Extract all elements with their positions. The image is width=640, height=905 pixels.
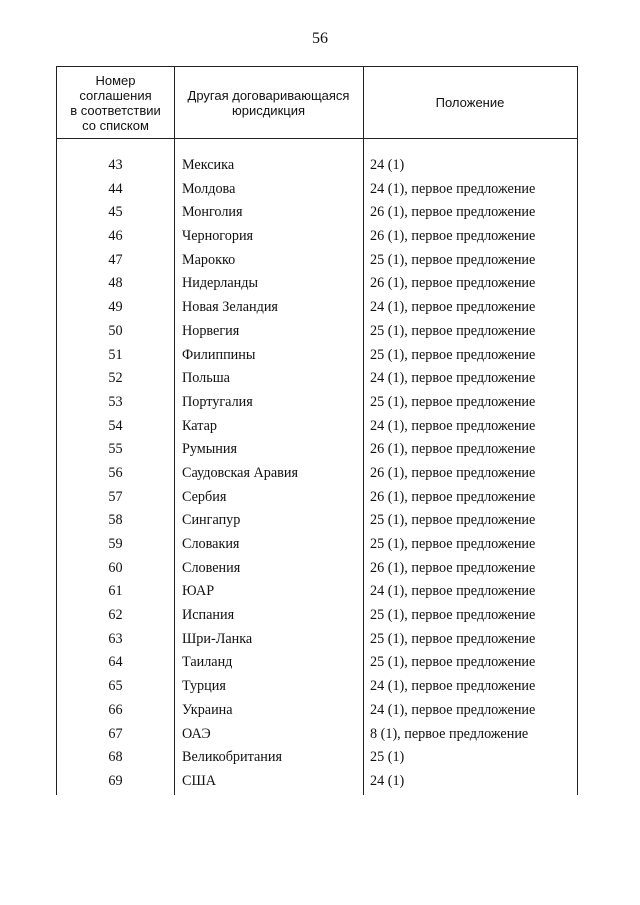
agreement-number-cell: 55 — [108, 441, 123, 458]
agreement-number-cell: 49 — [108, 299, 123, 316]
agreement-number-cell: 46 — [108, 228, 123, 245]
agreement-number-cell: 66 — [108, 701, 123, 718]
agreement-number-cell: 48 — [108, 275, 123, 292]
agreement-number-cell: 65 — [108, 678, 123, 695]
jurisdiction-cell: Испания — [182, 607, 235, 624]
provision-cell: 25 (1), первое предложение — [370, 512, 536, 529]
provision-cell: 24 (1), первое предложение — [370, 370, 536, 387]
jurisdiction-cell: Португалия — [182, 393, 253, 410]
jurisdiction-cell: Сербия — [182, 488, 227, 505]
agreement-number-cell: 53 — [108, 393, 123, 410]
provision-cell: 25 (1), первое предложение — [370, 630, 536, 647]
provision-cell: 24 (1), первое предложение — [370, 701, 536, 718]
agreement-number-cell: 45 — [108, 204, 123, 221]
table-row — [57, 746, 577, 770]
jurisdiction-cell: Катар — [182, 417, 217, 434]
jurisdiction-cell: Марокко — [182, 251, 236, 268]
agreement-number-cell: 63 — [108, 630, 123, 647]
table-row — [57, 154, 577, 178]
table-row — [57, 225, 577, 249]
table-row — [57, 249, 577, 273]
jurisdiction-cell: Нидерланды — [182, 275, 258, 292]
table-row — [57, 770, 577, 794]
table-row — [57, 391, 577, 415]
agreements-table — [56, 66, 578, 795]
jurisdiction-cell: Таиланд — [182, 654, 233, 671]
header-jurisdiction — [174, 67, 363, 138]
table-body — [57, 154, 577, 794]
provision-cell: 24 (1) — [370, 772, 405, 789]
table-row — [57, 367, 577, 391]
provision-cell: 24 (1) — [370, 157, 405, 173]
provision-cell: 26 (1), первое предложение — [370, 559, 536, 576]
table-row — [57, 509, 577, 533]
jurisdiction-cell: Новая Зеландия — [182, 299, 278, 316]
jurisdiction-cell: Польша — [182, 370, 230, 387]
page-number: 56 — [312, 30, 328, 47]
table-row — [57, 723, 577, 747]
agreement-number-cell: 51 — [108, 346, 123, 363]
table-row — [57, 651, 577, 675]
jurisdiction-cell: Великобритания — [182, 749, 282, 766]
provision-cell: 25 (1), первое предложение — [370, 607, 536, 624]
provision-cell: 26 (1), первое предложение — [370, 488, 536, 505]
table-row — [57, 415, 577, 439]
jurisdiction-cell: Шри-Ланка — [182, 630, 253, 647]
agreement-number-cell: 44 — [108, 180, 123, 197]
table-row — [57, 699, 577, 723]
agreement-number-cell: 56 — [108, 464, 123, 481]
table-row — [57, 320, 577, 344]
provision-cell: 26 (1), первое предложение — [370, 228, 536, 245]
jurisdiction-cell: Норвегия — [182, 322, 240, 339]
header-line: Положение — [435, 95, 505, 110]
agreement-number-cell: 68 — [108, 749, 123, 766]
jurisdiction-cell: Черногория — [182, 228, 254, 245]
provision-cell: 24 (1), первое предложение — [370, 417, 536, 434]
header-line: Номер — [95, 72, 136, 88]
table-row — [57, 296, 577, 320]
jurisdiction-cell: Саудовская Аравия — [182, 464, 298, 481]
jurisdiction-cell: Молдова — [182, 180, 236, 197]
provision-cell: 25 (1) — [370, 749, 405, 766]
agreement-number-cell: 59 — [108, 536, 123, 552]
agreement-number-cell: 64 — [108, 654, 123, 671]
table-row — [57, 201, 577, 225]
table-row — [57, 486, 577, 510]
header-line: в соответствии — [70, 102, 161, 118]
provision-cell: 25 (1), первое предложение — [370, 393, 536, 410]
agreement-number-cell: 50 — [108, 322, 123, 339]
agreement-number-cell: 67 — [108, 725, 123, 742]
table-row — [57, 272, 577, 296]
agreement-number-cell: 47 — [108, 251, 123, 268]
jurisdiction-cell: ОАЭ — [182, 725, 211, 742]
agreement-number-cell: 54 — [108, 417, 123, 434]
agreement-number-cell: 43 — [108, 157, 123, 173]
provision-cell: 24 (1), первое предложение — [370, 180, 536, 197]
table-row — [57, 604, 577, 628]
provision-cell: 26 (1), первое предложение — [370, 275, 536, 292]
jurisdiction-cell: Украина — [182, 701, 233, 718]
agreement-number-cell: 62 — [108, 607, 123, 624]
table-row — [57, 675, 577, 699]
jurisdiction-cell: Мексика — [182, 157, 235, 173]
jurisdiction-cell: Сингапур — [182, 512, 241, 529]
agreement-number-cell: 61 — [108, 583, 123, 600]
table-row — [57, 557, 577, 581]
jurisdiction-cell: США — [182, 772, 217, 789]
provision-cell: 25 (1), первое предложение — [370, 536, 536, 552]
table-row — [57, 178, 577, 202]
table-row — [57, 438, 577, 462]
provision-cell: 8 (1), первое предложение — [370, 725, 529, 742]
header-provision — [363, 67, 577, 138]
provision-cell: 25 (1), первое предложение — [370, 346, 536, 363]
agreement-number-cell: 52 — [108, 370, 123, 387]
header-line: юрисдикция — [231, 102, 306, 118]
jurisdiction-cell: Монголия — [182, 204, 243, 221]
agreement-number-cell: 69 — [108, 772, 123, 789]
provision-cell: 24 (1), первое предложение — [370, 299, 536, 316]
header-line: со списком — [82, 117, 149, 133]
table-row — [57, 533, 577, 557]
jurisdiction-cell: Словения — [182, 559, 241, 576]
provision-cell: 25 (1), первое предложение — [370, 654, 536, 671]
table-row — [57, 628, 577, 652]
provision-cell: 24 (1), первое предложение — [370, 583, 536, 600]
provision-cell: 26 (1), первое предложение — [370, 204, 536, 221]
agreement-number-cell: 58 — [108, 512, 123, 529]
provision-cell: 25 (1), первое предложение — [370, 322, 536, 339]
jurisdiction-cell: Румыния — [182, 441, 238, 458]
provision-cell: 25 (1), первое предложение — [370, 251, 536, 268]
provision-cell: 26 (1), первое предложение — [370, 464, 536, 481]
jurisdiction-cell: Филиппины — [182, 346, 256, 363]
header-line: соглашения — [79, 87, 152, 103]
jurisdiction-cell: Турция — [182, 678, 226, 695]
provision-cell: 24 (1), первое предложение — [370, 678, 536, 695]
jurisdiction-cell: ЮАР — [182, 583, 215, 600]
provision-cell: 26 (1), первое предложение — [370, 441, 536, 458]
header-agreement-number — [57, 67, 174, 138]
header-line: Другая договаривающаяся — [187, 87, 350, 103]
table-row — [57, 462, 577, 486]
jurisdiction-cell: Словакия — [182, 536, 240, 552]
table-header-row — [57, 67, 577, 139]
agreement-number-cell: 60 — [108, 559, 123, 576]
table-row — [57, 580, 577, 604]
agreement-number-cell: 57 — [108, 488, 123, 505]
table-row — [57, 344, 577, 368]
